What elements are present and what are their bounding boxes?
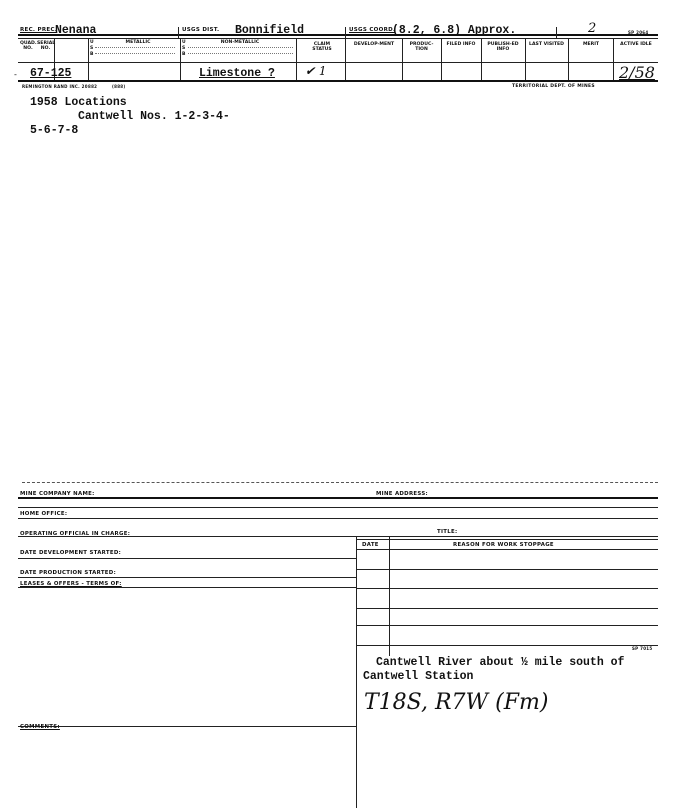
col-metallic: METALLIC	[125, 40, 151, 45]
usg-letter: B	[182, 52, 186, 57]
printer-credit: REMINGTON RAND INC. 20	[22, 84, 88, 89]
date-development-label: DATE DEVELOPMENT STARTED:	[20, 550, 122, 556]
leases-offers-label: LEASES & OFFERS - TERMS OF:	[20, 581, 122, 587]
usg-letter: U	[182, 40, 186, 45]
col-merit: MERIT	[582, 42, 600, 47]
record-commodity: Limestone ?	[199, 67, 275, 80]
comments-label: COMMENTS:	[20, 724, 60, 730]
usg-letter: U	[90, 40, 94, 45]
record-claim-mark: ✔ 1	[305, 64, 327, 78]
notes-line-3: 5-6-7-8	[30, 124, 79, 137]
mine-company-name-label: MINE COMPANY NAME:	[20, 491, 95, 497]
col-serial-no: SERIAL NO.	[37, 41, 56, 51]
usg-letter: S	[90, 46, 94, 51]
top-right-number: 2	[588, 21, 597, 36]
rec-prec-label: REC. PREC.	[20, 27, 58, 33]
reason-col-header: REASON FOR WORK STOPPAGE	[453, 542, 554, 548]
form-code-top: SP 2064	[628, 30, 649, 35]
lower-form	[0, 470, 678, 808]
rec-prec-value: Nenana	[55, 24, 97, 37]
col-quad-no: QUAD. NO.	[20, 41, 37, 51]
row-marker: -	[14, 70, 17, 79]
date-col-header: DATE	[362, 542, 379, 548]
card-header	[0, 0, 678, 100]
title-label: TITLE:	[437, 529, 458, 535]
printer-code-1: 882	[88, 84, 98, 89]
col-filed-info: FILED INFO	[446, 42, 476, 47]
col-development: DEVELOP-MENT	[353, 42, 395, 47]
col-active-idle: ACTIVE IDLE	[620, 42, 652, 47]
mine-address-label: MINE ADDRESS:	[376, 491, 428, 497]
usg-letters-metallic	[90, 40, 94, 58]
usgs-dist-value: Bonnifield	[235, 24, 305, 37]
col-production: PRODUC-TION	[409, 42, 434, 52]
form-code-bottom: SP 7015	[632, 646, 653, 651]
col-last-visited: LAST VISITED	[529, 42, 564, 47]
col-non-metallic: NON-METALLIC	[220, 40, 260, 45]
date-production-label: DATE PRODUCTION STARTED:	[20, 570, 117, 576]
usg-letter: B	[90, 52, 94, 57]
notes-line-1: 1958 Locations	[30, 96, 127, 109]
usg-letter: S	[182, 46, 186, 51]
territorial-dept: TERRITORIAL DEPT. OF MINES	[512, 84, 595, 89]
record-merit-mark: 2/58	[619, 63, 655, 82]
usg-letters-nonmetallic	[182, 40, 186, 58]
col-claim-status: CLAIM STATUS	[312, 42, 332, 52]
usgs-dist-label: USGS DIST.	[182, 27, 220, 33]
operating-official-label: OPERATING OFFICIAL IN CHARGE:	[20, 531, 131, 537]
usgs-coord-label: USGS COORD.	[349, 27, 396, 33]
home-office-label: HOME OFFICE:	[20, 511, 68, 517]
printer-code-2: (888)	[112, 84, 126, 89]
location-line-1: Cantwell River about ½ mile south of	[376, 656, 625, 669]
township-range: T18S, R7W (Fm)	[364, 690, 549, 715]
location-line-2: Cantwell Station	[363, 670, 474, 683]
usgs-coord-value: (8.2, 6.8) Approx.	[392, 24, 517, 37]
col-published-info: PUBLISH-ED INFO	[487, 42, 519, 52]
notes-line-2: Cantwell Nos. 1-2-3-4-	[78, 110, 230, 123]
record-serial: 67-125	[30, 67, 72, 80]
